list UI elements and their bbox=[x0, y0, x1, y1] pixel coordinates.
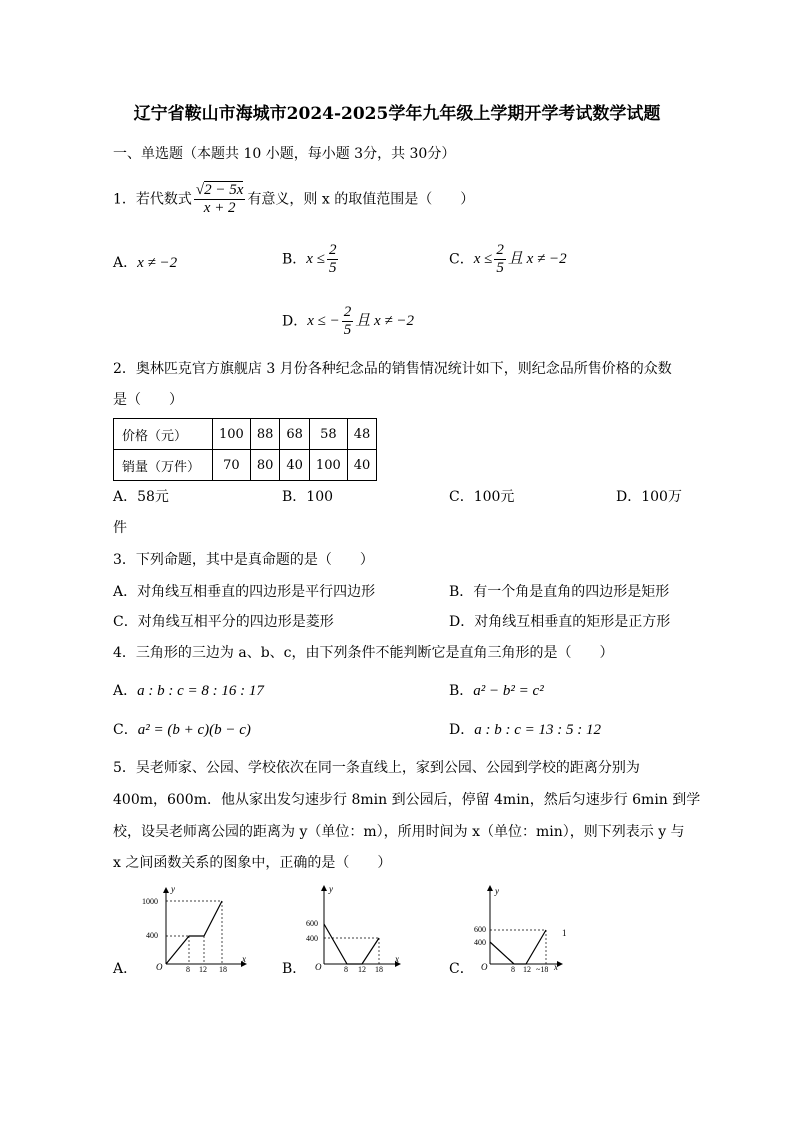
graph-b-line bbox=[324, 924, 379, 964]
q1-option-c[interactable] bbox=[449, 243, 567, 276]
graph-a-line bbox=[166, 901, 222, 964]
q1-option-b-left: x ≤ bbox=[306, 251, 325, 267]
q1-option-b[interactable] bbox=[282, 243, 340, 276]
q4-option-a[interactable] bbox=[113, 684, 264, 699]
q5-stem-line4: x 之间函数关系的图象中，正确的是（ ） bbox=[113, 855, 392, 871]
x-tick-label: 8 bbox=[344, 965, 348, 972]
y-tick-label: 600 bbox=[306, 919, 318, 928]
q4-option-a-label: A． bbox=[113, 683, 138, 699]
q1-option-c-num: 2 bbox=[496, 242, 504, 258]
q4-option-b[interactable] bbox=[449, 684, 544, 699]
q2-stem-line1: 2．奥林匹克官方旗舰店 3 月份各种纪念品的销售情况统计如下，则纪念品所售价格的众数 bbox=[113, 361, 672, 377]
table-cell: 100 bbox=[309, 450, 347, 481]
q4-option-c-label: C． bbox=[113, 722, 138, 738]
q3-option-d[interactable]: D．对角线互相垂直的矩形是正方形 bbox=[449, 614, 671, 630]
q1-option-d-den: 5 bbox=[343, 322, 352, 338]
q1-option-c-left: x ≤ bbox=[473, 251, 493, 267]
q5-graph-a[interactable] bbox=[136, 884, 248, 972]
origin-label: O bbox=[481, 962, 488, 972]
table-cell: 40 bbox=[280, 450, 310, 481]
q4-option-b-label: B． bbox=[449, 683, 474, 699]
q4-option-d-label: D． bbox=[449, 722, 475, 738]
q4-option-a-expr: a : b : c = 8 : 16 : 17 bbox=[137, 683, 264, 699]
q5-option-c-label[interactable]: C． bbox=[449, 961, 474, 977]
q1-option-c-fraction bbox=[494, 243, 506, 276]
x-tick-label: 12 bbox=[523, 965, 531, 972]
q1-option-a-expr: x ≠ −2 bbox=[137, 255, 178, 271]
q1-numerator: √2 − 5x bbox=[195, 182, 244, 198]
table-cell: 80 bbox=[250, 450, 280, 481]
y-tick-label: 400 bbox=[306, 934, 318, 943]
q2-stem-line2: 是（ ） bbox=[113, 392, 183, 408]
q1-fraction bbox=[194, 183, 246, 216]
q4-stem: 4．三角形的三边为 a、b、c，由下列条件不能判断它是直角三角形的是（ ） bbox=[113, 645, 614, 661]
q1-option-a-label: A． bbox=[113, 255, 138, 271]
q1-option-c-right: 且 x ≠ −2 bbox=[507, 251, 567, 267]
x-tick-label: 12 bbox=[358, 965, 366, 972]
q2-option-c[interactable]: C．100元 bbox=[449, 489, 515, 505]
page-title: 辽宁省鞍山市海城市2024-2025学年九年级上学期开学考试数学试题 bbox=[133, 104, 661, 124]
table-row bbox=[114, 419, 377, 450]
table-cell: 100 bbox=[213, 419, 251, 450]
x-axis-label: x bbox=[554, 962, 558, 972]
section-heading: 一、单选题（本题共 10 小题，每小题 3分，共 30分） bbox=[113, 146, 456, 162]
q2-option-a[interactable]: A．58元 bbox=[113, 489, 169, 505]
q1-option-d-right: 且 x ≠ −2 bbox=[355, 313, 415, 329]
q5-graph-c[interactable] bbox=[470, 884, 580, 972]
q5-stem-line3: 校，设吴老师离公园的距离为 y（单位：m），所用时间为 x（单位：min），则下列表示 y 与 bbox=[113, 824, 685, 840]
x-tick-label: 12 bbox=[199, 965, 207, 972]
graph-c-line bbox=[490, 930, 546, 964]
table-cell: 68 bbox=[280, 419, 310, 450]
y-tick-label: 400 bbox=[474, 938, 486, 947]
y-tick-label: 600 bbox=[474, 925, 486, 934]
q1-option-d-left: x ≤ − bbox=[307, 313, 340, 329]
q3-stem: 3．下列命题，其中是真命题的是（ ） bbox=[113, 552, 374, 568]
q5-graph-b[interactable] bbox=[302, 884, 402, 972]
q1-option-b-label: B． bbox=[282, 251, 307, 268]
y-tick-label: 1000 bbox=[142, 897, 158, 906]
question-1-stem bbox=[113, 183, 474, 216]
q5-option-a-label[interactable]: A． bbox=[113, 961, 138, 977]
table-header-price: 价格（元） bbox=[114, 419, 213, 450]
table-cell: 88 bbox=[250, 419, 280, 450]
table-cell: 70 bbox=[213, 450, 251, 481]
q4-option-b-expr: a² − b² = c² bbox=[473, 683, 544, 699]
x-tick-label: ~18 bbox=[536, 965, 549, 972]
x-tick-label: 8 bbox=[186, 965, 190, 972]
origin-label: O bbox=[315, 962, 322, 972]
q5-stem-line2: 400m，600m．他从家出发匀速步行 8min 到公园后，停留 4min，然后匀速步行 6min 到学 bbox=[113, 792, 701, 808]
x-axis-label: x bbox=[242, 954, 246, 964]
table-cell: 40 bbox=[347, 450, 377, 481]
q2-option-d-continued: 件 bbox=[113, 520, 127, 536]
q1-denominator: x + 2 bbox=[203, 200, 236, 216]
table-cell: 48 bbox=[347, 419, 377, 450]
q2-sales-table bbox=[113, 418, 377, 481]
table-row bbox=[114, 450, 377, 481]
y-tick-label: 400 bbox=[146, 931, 158, 940]
y-axis-label: y bbox=[495, 886, 499, 896]
q1-option-b-num: 2 bbox=[328, 242, 337, 258]
q1-option-b-den: 5 bbox=[328, 260, 337, 276]
q3-option-c[interactable]: C．对角线互相平分的四边形是菱形 bbox=[113, 614, 334, 630]
x-tick-label: 18 bbox=[375, 965, 383, 972]
q5-option-b-label[interactable]: B． bbox=[282, 961, 307, 977]
x-tick-label: 8 bbox=[511, 965, 515, 972]
q1-option-b-fraction bbox=[327, 243, 339, 276]
q1-option-c-label: C． bbox=[449, 251, 474, 268]
x-tick-label: 18 bbox=[219, 965, 227, 972]
q2-option-b[interactable]: B．100 bbox=[282, 489, 334, 505]
q1-option-d[interactable] bbox=[282, 305, 414, 338]
q4-option-c[interactable] bbox=[113, 723, 251, 738]
q1-radicand: 2 − 5x bbox=[204, 182, 244, 198]
q5-stem-line1: 5．吴老师家、公园、学校依次在同一条直线上，家到公园、公园到学校的距离分别为 bbox=[113, 760, 640, 776]
x-axis-label: x bbox=[395, 954, 399, 964]
q4-option-c-expr: a² = (b + c)(b − c) bbox=[137, 722, 251, 738]
q1-option-c-den: 5 bbox=[496, 260, 504, 276]
y-axis-label: y bbox=[171, 884, 175, 894]
q1-prefix: 1．若代数式 bbox=[113, 191, 192, 208]
origin-label: O bbox=[156, 962, 163, 972]
graph-c-mark: 1 bbox=[562, 928, 567, 938]
q1-option-d-label: D． bbox=[282, 313, 308, 330]
q3-option-b[interactable]: B．有一个角是直角的四边形是矩形 bbox=[449, 584, 670, 600]
q4-option-d-expr: a : b : c = 13 : 5 : 12 bbox=[474, 722, 601, 738]
y-axis-label: y bbox=[329, 884, 333, 894]
q1-option-d-num: 2 bbox=[343, 304, 352, 320]
q2-option-d[interactable]: D．100万 bbox=[616, 489, 682, 505]
q1-option-d-fraction bbox=[342, 305, 354, 338]
q3-option-a[interactable]: A．对角线互相垂直的四边形是平行四边形 bbox=[113, 584, 376, 600]
table-cell: 58 bbox=[309, 419, 347, 450]
q1-suffix: 有意义，则 x 的取值范围是（ ） bbox=[247, 191, 475, 208]
q4-option-d[interactable] bbox=[449, 723, 601, 738]
table-header-sales: 销量（万件） bbox=[114, 450, 213, 481]
q1-option-a[interactable] bbox=[113, 256, 177, 271]
